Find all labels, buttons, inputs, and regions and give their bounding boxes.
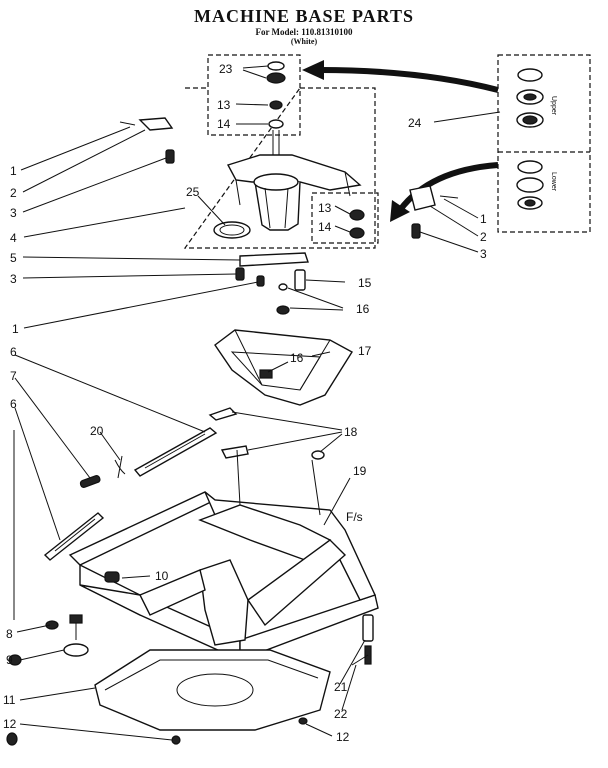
callout-4: 4	[10, 231, 17, 245]
callout-8: 8	[6, 627, 13, 641]
callout-20: 20	[90, 424, 104, 438]
clip-right-drawing	[410, 186, 458, 238]
callout-23: 23	[219, 62, 233, 76]
pad-drawing	[210, 408, 324, 459]
flush-label: F/s	[346, 510, 363, 524]
callout-21: 21	[334, 680, 348, 694]
callout-5: 5	[10, 251, 17, 265]
bushing-pair-drawing	[350, 210, 364, 238]
callout-7: 7	[10, 369, 17, 383]
callout-6: 6	[10, 397, 17, 411]
lower-kit-label: Lower	[550, 172, 557, 192]
callout-16: 16	[356, 302, 370, 316]
gearcase-drawing	[228, 130, 360, 230]
seal-stack-drawing	[267, 62, 285, 128]
callout-16: 16	[290, 351, 304, 365]
callout-14: 14	[318, 220, 332, 234]
callout-19: 19	[353, 464, 367, 478]
callout-18: 18	[344, 425, 358, 439]
callout-13: 13	[318, 201, 332, 215]
seal-ring-drawing	[214, 222, 250, 238]
callout-14: 14	[217, 117, 231, 131]
upper-kit-arrow	[320, 70, 498, 90]
callout-10: 10	[155, 569, 169, 583]
callout-24: 24	[408, 116, 422, 130]
callout-11: 11	[3, 693, 16, 707]
callout-1: 1	[12, 322, 19, 336]
machine-base-frame-drawing	[70, 450, 378, 660]
snubber-drawing	[236, 253, 308, 314]
callout-2: 2	[480, 230, 487, 244]
clip-left-drawing	[120, 118, 174, 163]
callout-3: 3	[10, 206, 17, 220]
upper-kit-arrow-head	[302, 60, 324, 80]
callout-13: 13	[217, 98, 231, 112]
color-variant: (White)	[290, 37, 318, 46]
callout-1: 1	[10, 164, 17, 178]
callout-25: 25	[186, 185, 200, 199]
callout-12: 12	[336, 730, 350, 744]
callout-17: 17	[358, 344, 372, 358]
replacement-kit-box	[498, 55, 590, 232]
mounting-plate-drawing	[215, 330, 352, 405]
callout-3: 3	[10, 272, 17, 286]
callout-1: 1	[480, 212, 487, 226]
upper-seal-kit-drawing	[517, 69, 543, 127]
callout-2: 2	[10, 186, 17, 200]
callout-15: 15	[358, 276, 372, 290]
callout-22: 22	[334, 707, 348, 721]
upper-kit-label: Upper	[550, 96, 557, 116]
base-pan-drawing	[95, 650, 330, 730]
callout-12: 12	[3, 717, 17, 731]
callout-6: 6	[10, 345, 17, 359]
spring-drawing	[80, 456, 125, 488]
callout-9: 9	[6, 653, 13, 667]
brace-upper-drawing	[135, 428, 216, 476]
callout-3: 3	[480, 247, 487, 261]
diagram-title: MACHINE BASE PARTS	[193, 6, 415, 26]
model-number: For Model: 110.81310100	[255, 27, 353, 37]
lower-seal-kit-drawing	[517, 161, 543, 209]
